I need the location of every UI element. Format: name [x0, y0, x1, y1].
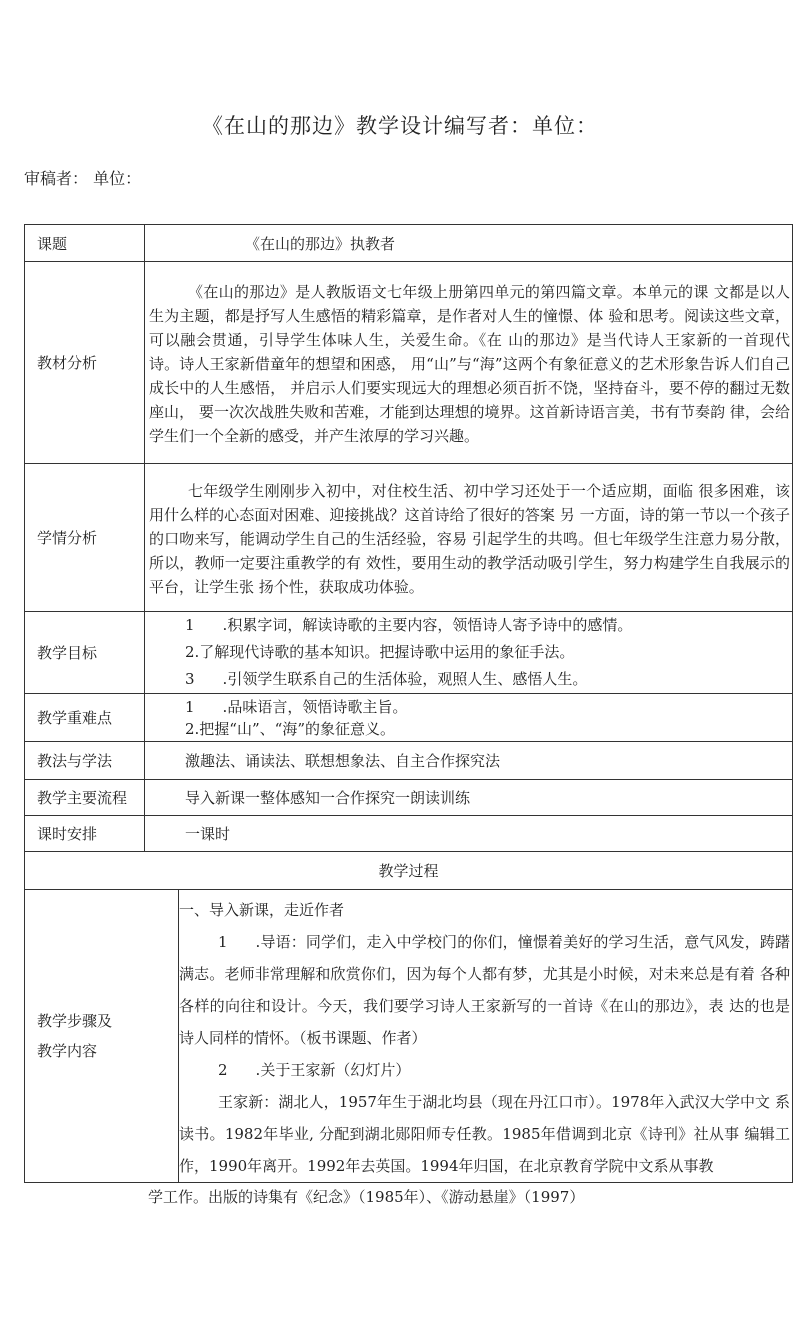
value-schedule: 一课时 — [145, 816, 793, 852]
row-steps — [25, 890, 793, 1183]
row-process-header — [25, 852, 793, 890]
material-text: 《在山的那边》是人教版语文七年级上册第四单元的第四篇文章。本单元的课 文都是以人生为主题，都是抒写人生感悟的精彩篇章，是作者对人生的憧憬、体 验和思考。阅读这些文章，可以融会贯通，引导学生体味人生，关爱生命。《在 山的那边》是当代诗人王家新的一首现代诗。诗人王家新借童年的想望和困惑， 用“山”与“海”这两个有象征意义的艺术形象告诉人们自己成长中的人生感悟， 并启示人们要实现远大的理想必须百折不饶，坚持奋斗，要不停的翻过无数座山， 要一次次战胜失败和苦难，才能到达理想的境界。这首新诗语言美，书有节奏韵 律，会给学生们一个全新的感受，并产生浓厚的学习兴趣。 — [149, 282, 791, 445]
row-schedule — [25, 816, 793, 852]
row-goals — [25, 612, 793, 694]
value-topic: 《在山的那边》执教者 — [145, 225, 793, 262]
steps-section-heading: 一、导入新课，走近作者 — [179, 901, 345, 919]
key-point-item: 2.把握“山”、“海”的象征意义。 — [185, 719, 395, 738]
label-students: 学情分析 — [25, 464, 145, 612]
students-text: 七年级学生刚刚步入初中，对住校生活、初中学习还处于一个适应期，面临 很多困难，该用什么样的心态面对困难、迎接挑战？这首诗给了很好的答案 另 一方面，诗的第一节以一个孩子的口吻来写，能调动学生自己的生活经验，容易 引起学生的共鸣。但七年级学生注意力易分散，所以，教师一定要注重教学的有 效性，要用生动的教学活动吸引学生，努力构建学生自我展示的平台，让学生张 扬个性，获取成功体验。 — [149, 481, 791, 596]
steps-paragraph-3: 王家新：湖北人，1957年生于湖北均县（现在丹江口市）。1978年入武汉大学中文 系读书。1982年毕业, 分配到湖北郧阳师专任教。1985年借调到北京《诗刊》社从事 编辑工作，1990年离开。1992年去英国。1994年归国，在北京教育学院中文系从事教 — [179, 1093, 791, 1175]
row-topic — [25, 225, 793, 262]
row-students — [25, 464, 793, 612]
lesson-plan-table — [24, 224, 793, 1183]
steps-paragraph-2: 2 .关于王家新（幻灯片） — [218, 1061, 411, 1079]
value-methods: 激趣法、诵读法、联想想象法、自主合作探究法 — [145, 742, 793, 780]
label-topic: 课题 — [25, 225, 145, 262]
steps-paragraph-1: 1 .导语：同学们，走入中学校门的你们，憧憬着美好的学习生活，意气风发，踌躇满志。老师非常理解和欣赏你们，因为每个人都有梦，尤其是小时候，对未来总是有着 各种各样的向往和设计。今天，我们要学习诗人王家新写的一首诗《在山的那边》，表 达的也是诗人同样的情怀。（板书课题、作者） — [179, 933, 791, 1047]
label-steps: 教学步骤及 教学内容 — [25, 890, 179, 1183]
row-material — [25, 262, 793, 464]
label-methods: 教法与学法 — [25, 742, 145, 780]
label-schedule: 课时安排 — [25, 816, 145, 852]
goal-item: 3 .引领学生联系自己的生活体验，观照人生、感悟人生。 — [185, 670, 588, 688]
label-material: 教材分析 — [25, 262, 145, 464]
value-flow: 导入新课一整体感知一合作探究一朗读训练 — [145, 780, 793, 816]
process-header: 教学过程 — [25, 852, 793, 890]
goal-item: 2.了解现代诗歌的基本知识。把握诗歌中运用的象征手法。 — [185, 643, 575, 661]
goal-item: 1 .积累字词，解读诗歌的主要内容，领悟诗人寄予诗中的感情。 — [185, 616, 633, 634]
reviewer-line: 审稿者： 单位： — [24, 169, 142, 188]
label-key-points: 教学重难点 — [25, 694, 145, 742]
overflow-text: 学工作。出版的诗集有《纪念》（1985年）、《游动悬崖》（1997） — [148, 1188, 585, 1206]
label-flow: 教学主要流程 — [25, 780, 145, 816]
row-key-points — [25, 694, 793, 742]
document-title: 《在山的那边》教学设计编写者：单位： — [202, 114, 598, 138]
key-point-item: 1 .品味语言，领悟诗歌主旨。 — [185, 697, 408, 716]
row-flow — [25, 780, 793, 816]
row-methods — [25, 742, 793, 780]
label-goals: 教学目标 — [25, 612, 145, 694]
